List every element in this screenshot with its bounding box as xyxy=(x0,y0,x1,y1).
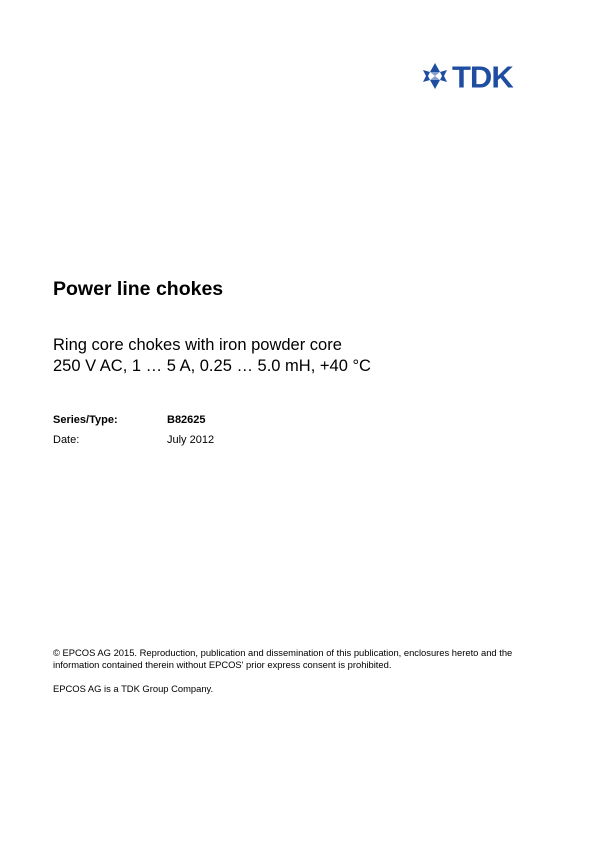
tdk-logo xyxy=(421,61,545,91)
document-title: Power line chokes xyxy=(53,278,224,300)
date-label: Date: xyxy=(53,434,80,446)
date-value: July 2012 xyxy=(167,434,215,446)
copyright-notice-line1: © EPCOS AG 2015. Reproduction, publication and dissemination of this publication, enclosures hereto and the xyxy=(53,647,513,658)
logo-text: TDK xyxy=(452,61,513,91)
document-subtitle-line1: Ring core chokes with iron powder core xyxy=(53,336,342,354)
document-subtitle-line2: 250 V AC, 1 … 5 A, 0.25 … 5.0 mH, +40 °C xyxy=(53,357,371,375)
series-type-label: Series/Type: xyxy=(53,414,118,426)
copyright-notice-line2: information contained therein without EPCOS' prior express consent is prohibited. xyxy=(53,659,392,670)
series-type-value: B82625 xyxy=(167,414,206,426)
tdk-logo-icon xyxy=(421,61,545,91)
group-company-note: EPCOS AG is a TDK Group Company. xyxy=(53,683,214,694)
